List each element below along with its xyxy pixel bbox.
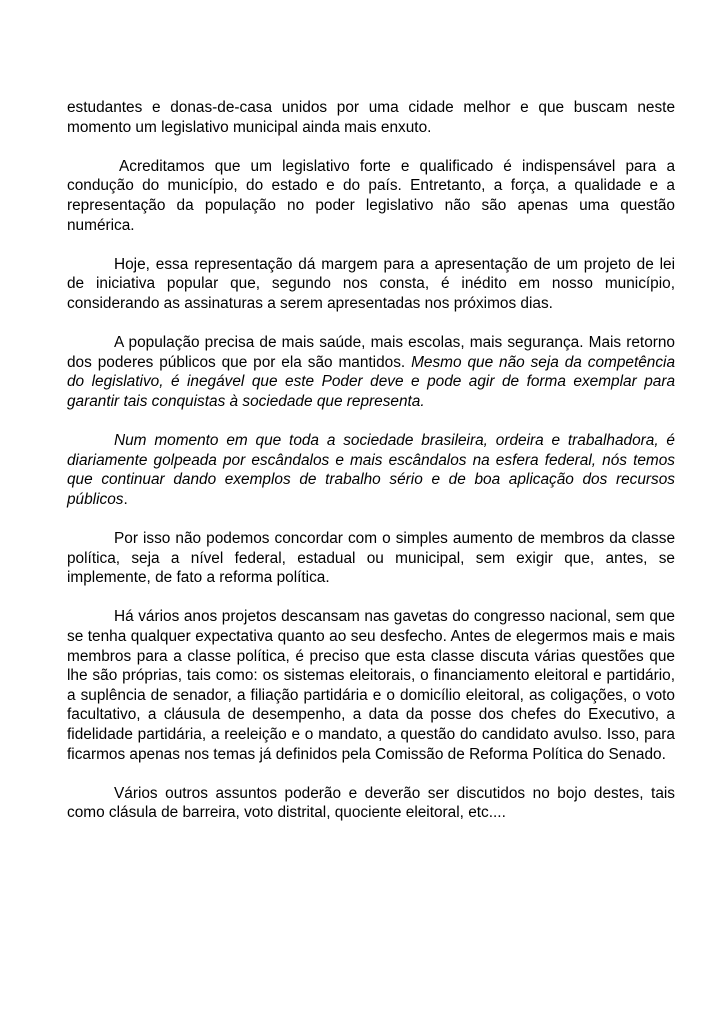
- paragraph-1-text: estudantes e donas-de-casa unidos por uma cidade melhor e que buscam neste momento um legislativo municipal ainda mais enxuto.: [67, 99, 675, 136]
- paragraph-5-period: .: [123, 490, 128, 508]
- paragraph-5: [67, 431, 675, 509]
- paragraph-7: [67, 607, 675, 764]
- paragraph-6-text: Por isso não podemos concordar com o simples aumento de membros da classe política, seja a nível federal, estadual ou municipal, sem exigir que, antes, se implemente, de fato a reforma política.: [67, 530, 675, 587]
- paragraph-4-italic-text: Mesmo que não seja da competência do legislativo, é inegável que este Poder deve e pode agir de forma exemplar para garantir tais conquistas à sociedade que representa.: [67, 353, 676, 410]
- paragraph-8-text: Vários outros assuntos poderão e deverão ser discutidos no bojo destes, tais como clásula de barreira, voto distrital, quociente eleitoral, etc....: [67, 784, 675, 822]
- document-page: [67, 98, 675, 823]
- paragraph-8: [67, 784, 675, 823]
- paragraph-7-text: Há vários anos projetos descansam nas gavetas do congresso nacional, sem que se tenha qualquer expectativa quanto ao seu desfecho. Antes de elegermos mais e mais membros para a classe política, é preciso que esta classe discuta várias questões que lhe são próprias, tais como: os sistemas eleitorais, o financiamento eleitoral e partidário, a suplência de senador, a filiação partidária e o domicílio eleitoral, as coligações, o voto facultativo, a cláusula de desempenho, a data da posse dos chefes do Executivo, a fidelidade partidária, a reeleição e o mandato, a questão do candidato avulso. Isso, para ficarmos apenas nos temas já definidos pela Comissão de Reforma Política do Senado.: [67, 608, 675, 763]
- paragraph-5-italic-text: Num momento em que toda a sociedade brasileira, ordeira e trabalhadora, é diariamente golpeada por escândalos e mais escândalos na esfera federal, nós temos que continuar dando exemplos de trabalho sério e de boa aplicação dos recursos públicos: [67, 432, 675, 508]
- paragraph-4-text: A população precisa de mais saúde, mais escolas, mais segurança. Mais retorno dos poderes públicos que por ela são mantidos.: [67, 334, 675, 371]
- paragraph-3-text: Hoje, essa representação dá margem para a apresentação de um projeto de lei de iniciativa popular que, segundo nos consta, é inédito em nosso município, considerando as assinaturas a serem apresentadas nos próximos dias.: [67, 255, 675, 312]
- paragraph-3: [67, 255, 675, 314]
- paragraph-6: [67, 529, 675, 588]
- paragraph-4: [67, 333, 675, 411]
- paragraph-2: [67, 157, 675, 235]
- paragraph-1: [67, 98, 675, 137]
- paragraph-2-text: Acreditamos que um legislativo forte e qualificado é indispensável para a condução do município, do estado e do país. Entretanto, a força, a qualidade e a representação da população no poder legislativo não são apenas uma questão numérica.: [67, 157, 675, 234]
